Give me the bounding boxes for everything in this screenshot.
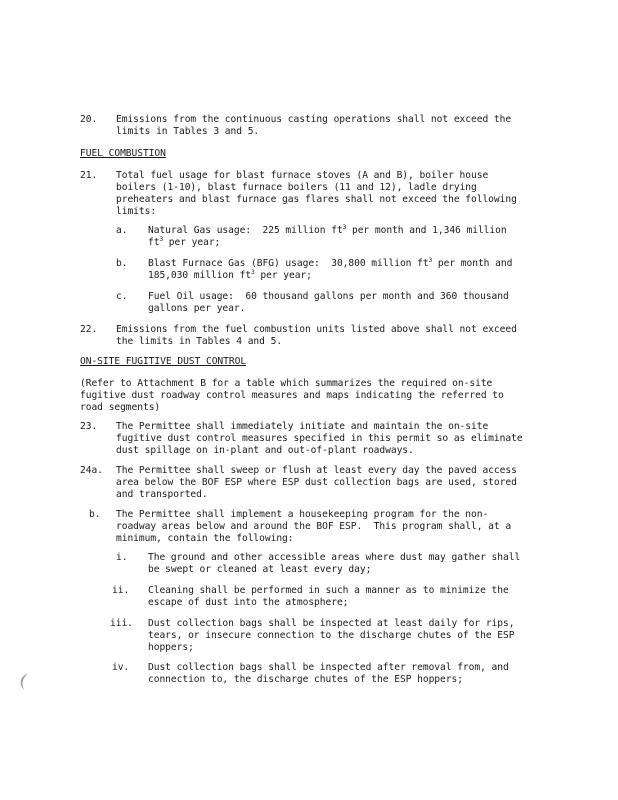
item-24b-iv-line-1: Dust collection bags shall be inspected after removal from, and [148,662,509,673]
item-21a-line-1 [148,225,507,236]
item-21a-line-2-sup: 3 [159,235,164,243]
item-24b-iv-line-2: connection to, the discharge chutes of the ESP hoppers; [148,674,463,685]
item-24b-iii-label: iii. [110,618,133,629]
item-21a-line-2-post: per year; [163,237,221,248]
item-24b-line-1: The Permittee shall implement a housekeeping program for the non- [116,509,489,520]
item-24b-line-3: minimum, contain the following: [116,533,294,544]
item-21-line-3: preheaters and blast furnace gas flares shall not exceed the following [116,194,517,205]
item-24b-iii-line-2: tears, or insecure connection to the discharge chutes of the ESP [148,630,515,641]
item-21a-line-2 [148,237,220,248]
item-21-line-4: limits: [116,206,157,217]
item-24b-iii-line-1: Dust collection bags shall be inspected at least daily for rips, [148,618,515,629]
item-22-line-2: the limits in Tables 4 and 5. [116,336,283,347]
item-24b-ii-label: ii. [112,585,130,596]
item-21a-label: a. [116,225,128,236]
item-22-number: 22. [80,324,98,335]
item-21b-line-1-pre: Blast Furnace Gas (BFG) usage: 30,800 million ft [148,258,429,269]
item-24b-number: b. [89,509,101,520]
item-24b-i-line-2: be swept or cleaned at least every day; [148,564,372,575]
item-21b-label: b. [116,258,128,269]
item-24a-line-3: and transported. [116,489,208,500]
item-21a-line-1-pre: Natural Gas usage: 225 million ft [148,225,343,236]
item-21c-line-2: gallons per year. [148,303,246,314]
item-21a-line-1-sup: 3 [342,223,347,231]
item-21a-line-2-pre: ft [148,237,160,248]
note-line-2: fugitive dust roadway control measures and maps indicating the referred to [80,390,504,401]
item-21a-line-1-post: per month and 1,346 million [346,225,507,236]
item-23-line-1: The Permittee shall immediately initiate and maintain the on-site [116,421,489,432]
item-21b-line-2-pre: 185,030 million ft [148,270,252,281]
item-21-line-1: Total fuel usage for blast furnace stoves (A and B), boiler house [116,170,489,181]
item-21-line-2: boilers (1-10), blast furnace boilers (11 and 12), ladle drying [116,182,477,193]
item-21c-label: c. [116,291,128,302]
item-21b-line-1 [148,258,512,269]
item-24a-line-1: The Permittee shall sweep or flush at least every day the paved access [116,465,517,476]
item-24b-ii-line-2: escape of dust into the atmosphere; [148,597,349,608]
item-20-line-1: Emissions from the continuous casting operations shall not exceed the [116,114,512,125]
item-21b-line-2 [148,270,312,281]
item-24b-iv-label: iv. [112,662,130,673]
item-21b-line-2-sup: 3 [251,268,255,276]
item-24a-line-2: area below the BOF ESP where ESP dust collection bags are used, stored [116,477,517,488]
item-21b-line-1-sup: 3 [428,256,433,264]
note-line-3: road segments) [80,402,161,413]
section-heading-fuel-combustion: FUEL COMBUSTION [80,148,166,159]
item-24b-iii-line-3: hoppers; [148,642,194,653]
item-24b-i-line-1: The ground and other accessible areas where dust may gather shall [148,552,521,563]
scan-crescent-mark-icon [16,672,34,692]
item-20-number: 20. [80,114,98,125]
section-heading-fugitive-dust: ON-SITE FUGITIVE DUST CONTROL [80,356,247,367]
note-line-1: (Refer to Attachment B for a table which summarizes the required on-site [80,378,493,389]
item-24b-ii-line-1: Cleaning shall be performed in such a manner as to minimize the [148,585,509,596]
item-22-line-1: Emissions from the fuel combustion units listed above shall not exceed [116,324,517,335]
item-21b-line-1-post: per month and [432,258,513,269]
item-23-line-3: dust spillage on in-plant and out-of-plant roadways. [116,445,414,456]
item-21-number: 21. [80,170,98,181]
item-23-line-2: fugitive dust control measures specified in this permit so as eliminate [116,433,523,444]
item-20-line-2: limits in Tables 3 and 5. [116,126,260,137]
item-24a-number: 24a. [80,465,103,476]
item-23-number: 23. [80,421,98,432]
item-24b-i-label: i. [116,552,128,563]
item-21b-line-2-post: per year; [254,270,312,281]
item-21c-line-1: Fuel Oil usage: 60 thousand gallons per month and 360 thousand [148,291,509,302]
item-24b-line-2: roadway areas below and around the BOF ESP. This program shall, at a [116,521,512,532]
